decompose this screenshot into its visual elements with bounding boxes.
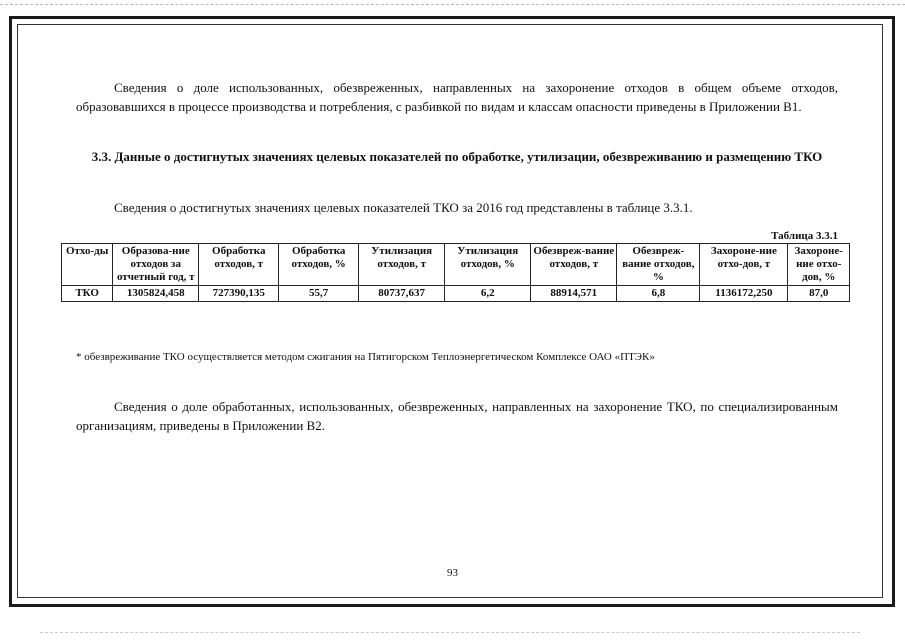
table-intro-paragraph: Сведения о достигнутых значениях целевых показателей ТКО за 2016 год представлены в таблице 3.3.1. bbox=[114, 200, 693, 215]
col-header-neutralization-pct: Обезвреж-вание отходов, % bbox=[617, 244, 700, 286]
cell-neutralization-pct: 6,8 bbox=[617, 286, 700, 302]
cell-disposal-pct: 87,0 bbox=[788, 286, 850, 302]
col-header-disposal-t: Захороне-ние отхо-дов, т bbox=[700, 244, 788, 286]
targets-table bbox=[61, 243, 850, 302]
cell-processing-t: 727390,135 bbox=[199, 286, 279, 302]
table-caption: Таблица 3.3.1 bbox=[771, 230, 838, 242]
cell-generated-t: 1305824,458 bbox=[113, 286, 199, 302]
table-header-row bbox=[62, 244, 850, 286]
intro-paragraph: Сведения о доле использованных, обезвреженных, направленных на захоронение отходов в общем объеме отходов, образовавшихся в процессе производства и потребления, с разбивкой по видам и классам опасности приведены в Приложении В1. bbox=[76, 80, 838, 114]
col-header-neutralization-t: Обезвреж-вание отходов, т bbox=[531, 244, 617, 286]
col-header-waste: Отхо-ды bbox=[62, 244, 113, 286]
cell-utilization-pct: 6,2 bbox=[445, 286, 531, 302]
footnote: * обезвреживание ТКО осуществляется методом сжигания на Пятигорском Теплоэнергетическом Комплексе ОАО «ПТЭК» bbox=[76, 351, 655, 363]
scan-artifact-bottom bbox=[40, 632, 860, 634]
col-header-processing-t: Обработка отходов, т bbox=[199, 244, 279, 286]
col-header-utilization-t: Утилизация отходов, т bbox=[359, 244, 445, 286]
section-heading: 3.3. Данные о достигнутых значениях целевых показателей по обработке, утилизации, обезвреживанию и размещению ТКО bbox=[91, 149, 823, 164]
table-row bbox=[62, 286, 850, 302]
cell-utilization-t: 80737,637 bbox=[359, 286, 445, 302]
col-header-generated-t: Образова-ние отходов за отчетный год, т bbox=[113, 244, 199, 286]
appendix-paragraph: Сведения о доле обработанных, использованных, обезвреженных, направленных на захоронение ТКО, по специализированным организациям, приведены в Приложении В2. bbox=[76, 399, 838, 433]
cell-disposal-t: 1136172,250 bbox=[700, 286, 788, 302]
cell-neutralization-t: 88914,571 bbox=[531, 286, 617, 302]
page-number: 93 bbox=[447, 567, 458, 579]
col-header-utilization-pct: Утилизация отходов, % bbox=[445, 244, 531, 286]
cell-waste: ТКО bbox=[62, 286, 113, 302]
col-header-disposal-pct: Захороне-ние отхо-дов, % bbox=[788, 244, 850, 286]
cell-processing-pct: 55,7 bbox=[279, 286, 359, 302]
scan-artifact-top bbox=[0, 4, 905, 6]
col-header-processing-pct: Обработка отходов, % bbox=[279, 244, 359, 286]
